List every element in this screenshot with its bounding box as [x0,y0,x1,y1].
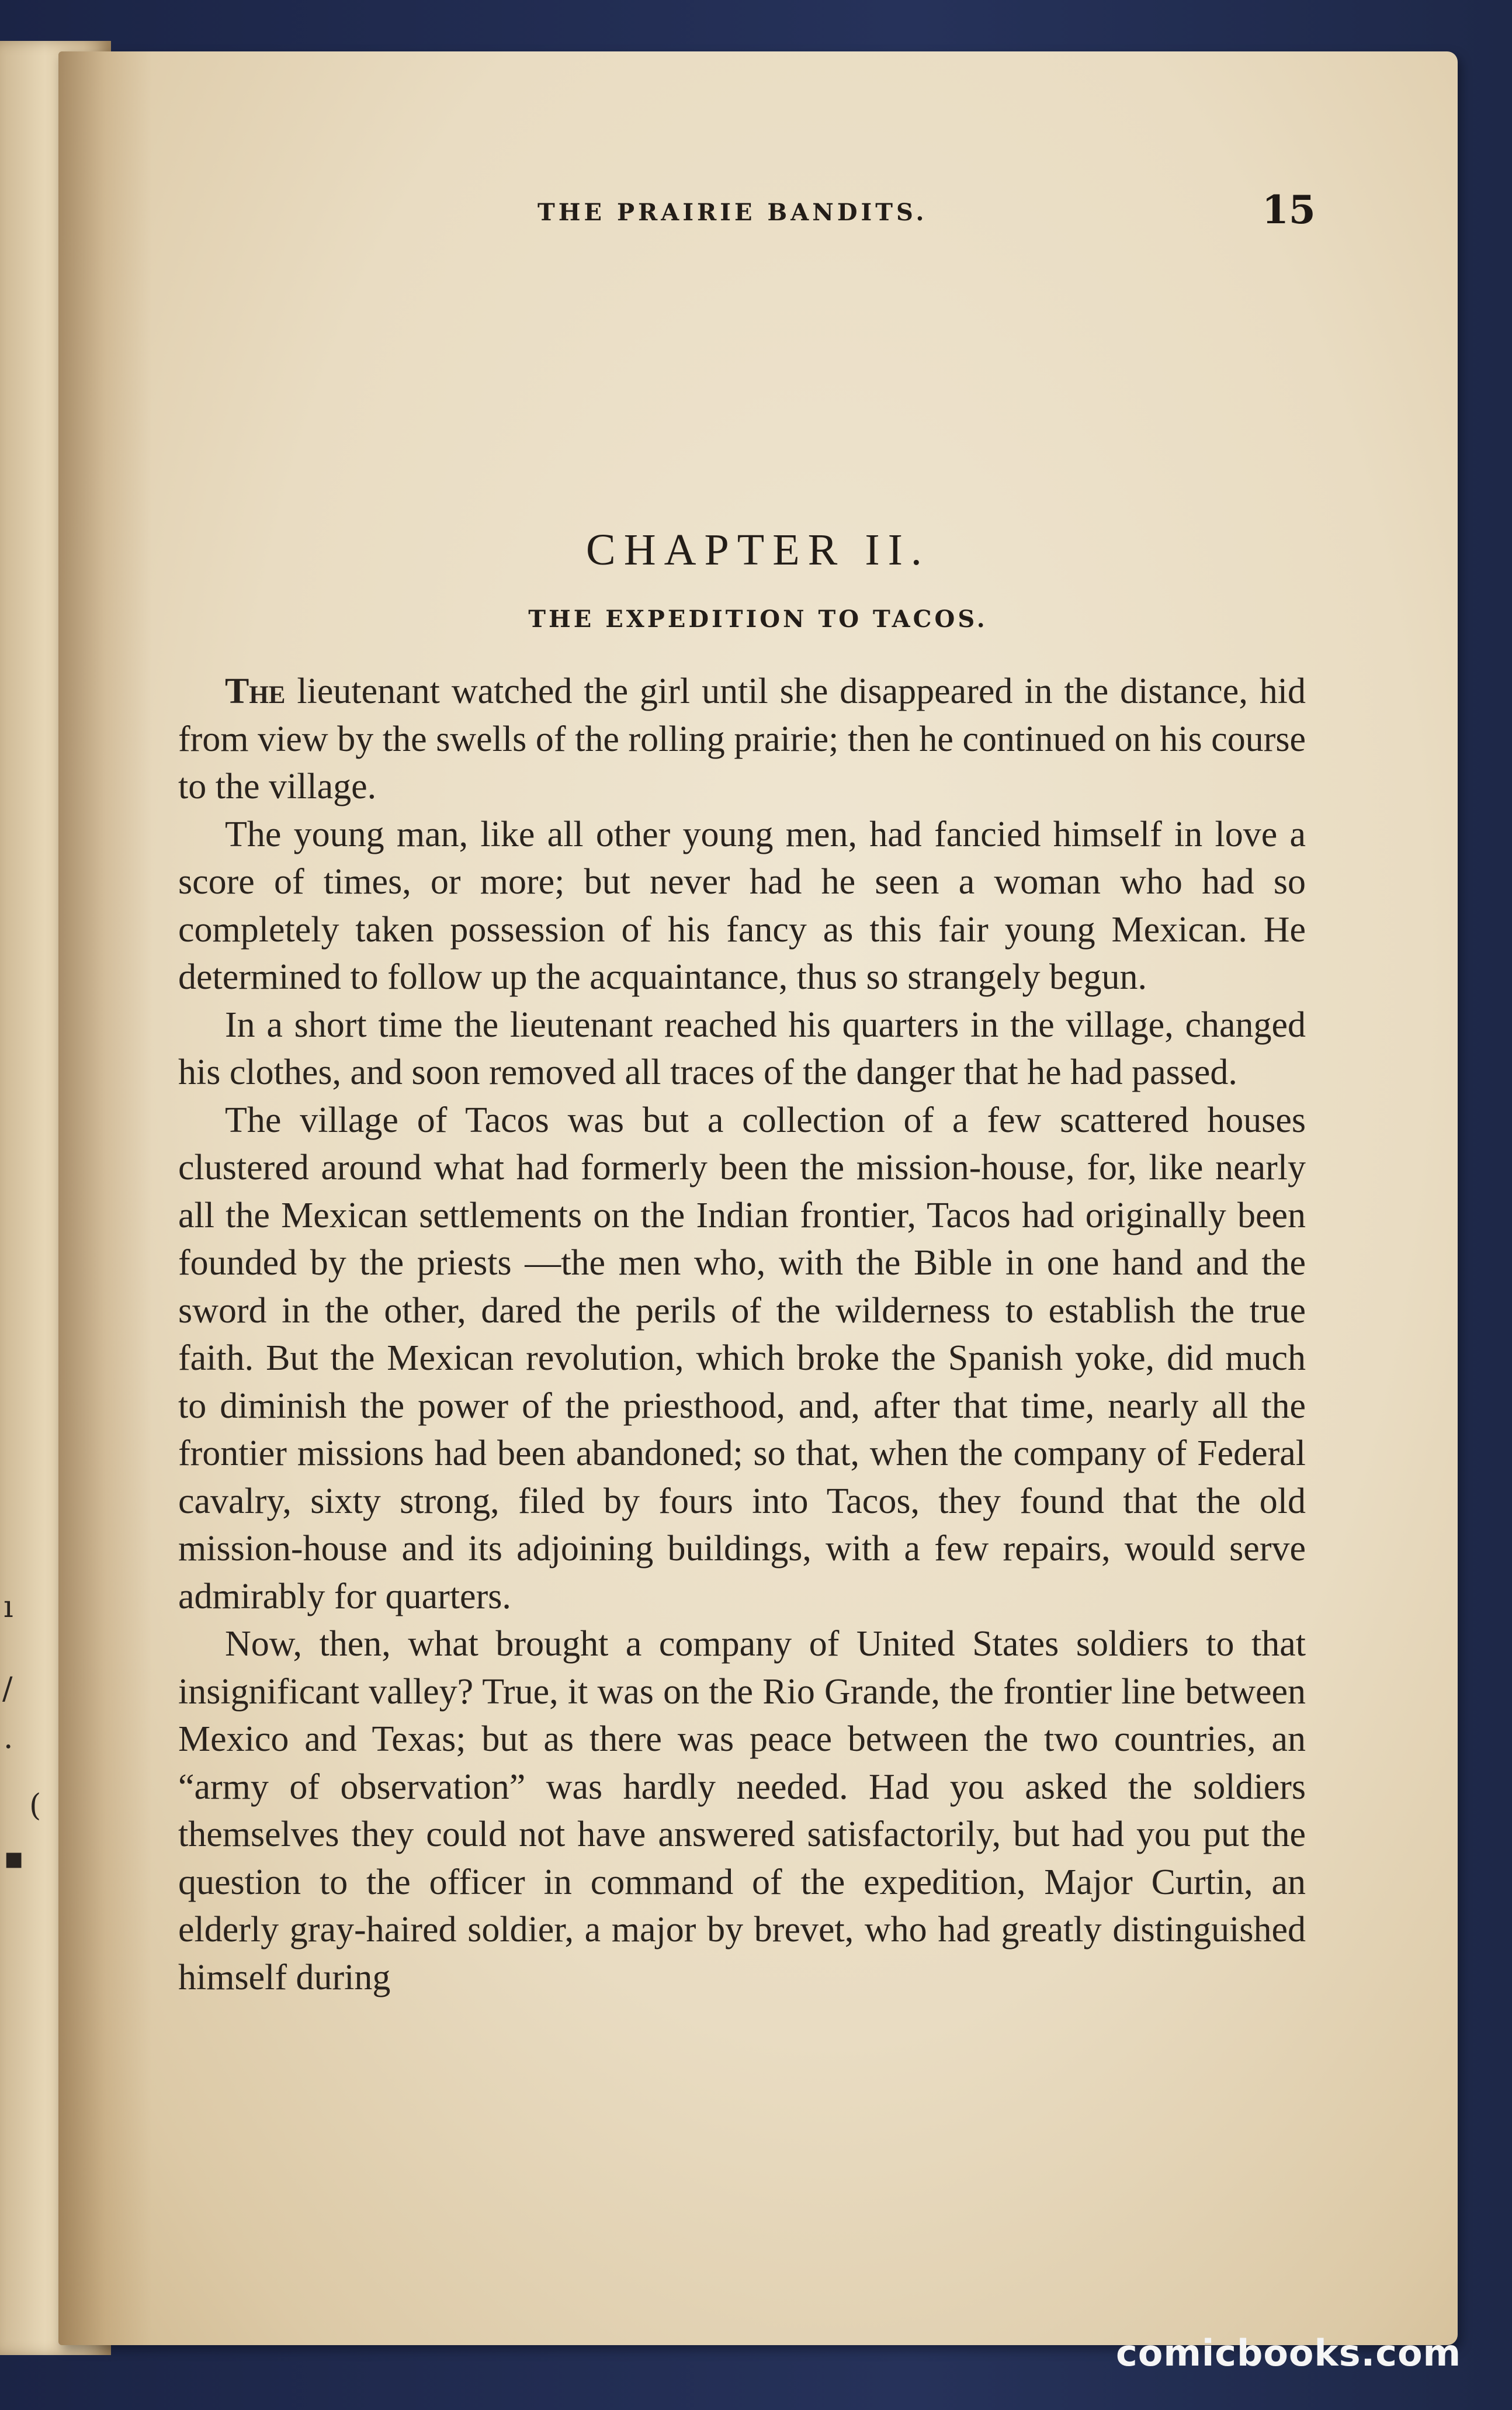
paragraph-text: In a short time the lieutenant reached his quarters in the village, changed his clothes, and soon removed all traces of the danger that he had passed. [178,1005,1306,1092]
paragraph [178,811,1306,1002]
paragraph [178,668,1306,811]
chapter-title: CHAPTER II. [586,525,930,574]
paragraph-text: Now, then, what brought a company of United States soldiers to that insignificant valley? True, it was on the Rio Grande, the frontier line between Mexico and Texas; but as there was peace between the two countries, an “army of observation” was hardly needed. Had you asked the soldiers themselves they could not have answered satisfactorily, but had you put the question to the officer in command of the expedition, Major Curtin, an elderly gray-haired soldier, a major by brevet, who had greatly distinguished himself during [178,1624,1306,1997]
paragraph-text: The young man, like all other young men, had fancied himself in love a score of times, or more; but never had he seen a woman who had so completely taken possession of his fancy as this fair young Mexican. He determined to follow up the acquaintance, thus so strangely begun. [178,814,1306,997]
watermark: comicbooks.com [1116,2332,1462,2374]
margin-mark: ( [29,1788,41,1823]
margin-mark: / [2,1671,13,1706]
running-head [58,187,1458,245]
paragraph [178,1620,1306,2002]
paragraph-text: The village of Tacos was but a collection of a few scattered houses clustered around what had formerly been the mission-house, for, like nearly all the Mexican settlements on the Indian frontier, Tacos had originally been founded by the priests —the men who, with the Bible in one hand and the sword in the other, dared the perils of the wilderness to establish the true faith. But the Mexican revolution, which broke the Spanish yoke, did much to diminish the power of the priesthood, and, after that time, nearly all the frontier missions had been abandoned; so that, when the company of Federal cavalry, sixty strong, filed by fours into Tacos, they found that the old mission-house and its adjoining buildings, with a few repairs, would serve admirably for quarters. [178,1100,1306,1616]
running-title: THE PRAIRIE BANDITS. [537,199,928,226]
margin-mark: · [4,1730,13,1765]
margin-mark: ▪ [4,1841,25,1876]
paragraph [178,1002,1306,1097]
paragraph-text: lieutenant watched the girl until she disappeared in the distance, hid from view by the swells of the rolling prairie; then he continued on his course to the village. [178,671,1306,806]
gutter-shadow [58,51,152,2345]
paragraph [178,1097,1306,1621]
paragraph-lead-word: The [225,671,286,711]
chapter-subtitle: THE EXPEDITION TO TACOS. [528,605,988,633]
book-page [58,51,1458,2345]
page-number: 15 [1262,187,1316,233]
margin-mark: ı [4,1590,13,1625]
body-text [178,668,1306,2002]
